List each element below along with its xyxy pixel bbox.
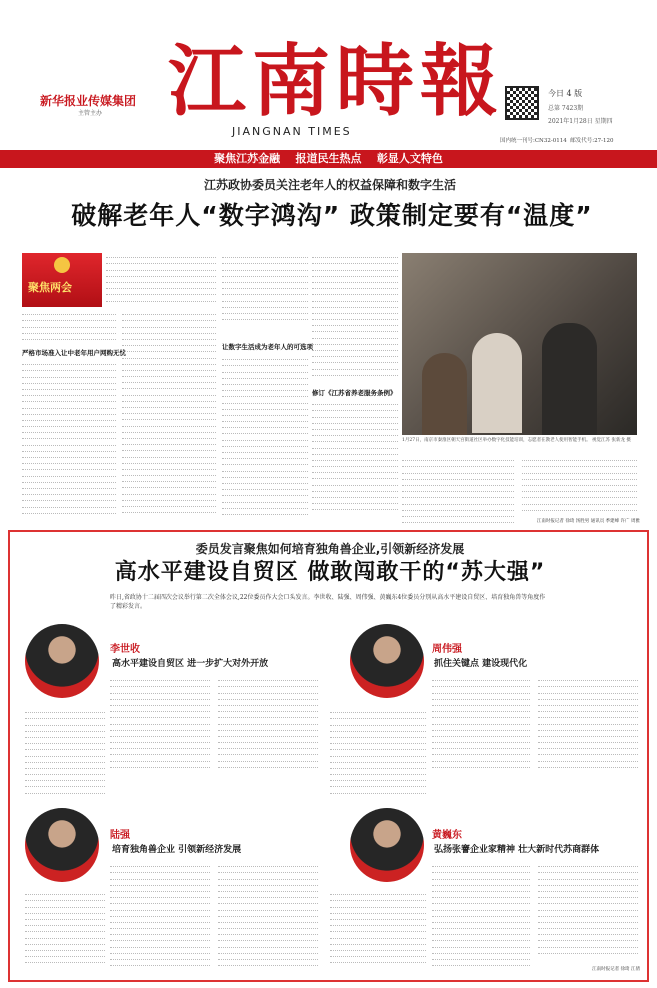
story2-lead: 昨日,省政协十二届四次会议举行第二次全体会议,22位委员作大会口头发言。李世收、陆强、周伟强、黄巍东4位委员分别从高水平建设自贸区、培育独角兽等角度作了精彩发言。 (110, 594, 546, 610)
banner-text: 聚焦两会 (28, 281, 72, 294)
slogan-bar: 聚焦江苏金融 报道民生热点 彰显人文特色 (0, 150, 657, 168)
speaker-body (538, 676, 638, 772)
story1-col1-top (106, 253, 216, 307)
person-figure (422, 353, 467, 435)
speaker-name: 黄巍东 (432, 830, 462, 841)
speaker-body (432, 862, 530, 972)
story1-col3-top (222, 253, 308, 325)
story1-photo-caption: 1月27日，南京市秦淮区朝天宫街道社区举办数字化技能培训，志愿者在教老人使用智能手机。 视觉江苏 张新龙 摄 (402, 438, 631, 443)
story2-kicker: 委员发言聚焦如何培育独角兽企业,引领新经济发展 (195, 542, 465, 556)
speaker-body (330, 890, 426, 972)
story1-kicker: 江苏政协委员关注老年人的权益保障和数字生活 (203, 178, 456, 192)
speaker-portrait (350, 624, 424, 698)
speaker-topic: 高水平建设自贸区 进一步扩大对外开放 (112, 659, 269, 669)
story1-col1-b (22, 360, 116, 520)
story1-subhead-1: 严格市场准入让中老年用户网购无忧 (22, 349, 126, 357)
story1-col6 (522, 456, 637, 516)
qr-code-icon (505, 86, 539, 120)
story1-photo (402, 253, 637, 435)
story1-col3 (222, 355, 308, 520)
edition: 今日 4 版 (548, 89, 583, 98)
edition-no: 总第 7423期 (548, 105, 584, 112)
speaker-body (110, 862, 210, 972)
speaker-portrait (25, 624, 99, 698)
story1-subhead-2: 让数字生活成为老年人的可选项 (222, 343, 313, 351)
story1-subhead-3: 修订《江苏省养老服务条例》 (312, 389, 397, 397)
edition-box (548, 88, 648, 125)
speaker-body (25, 708, 105, 800)
story2-headline: 高水平建设自贸区 做敢闯敢干的“苏大强” (114, 560, 546, 585)
story1-col1 (22, 310, 116, 346)
speaker-body (432, 676, 530, 772)
speaker-body (538, 862, 638, 962)
speaker-name: 周伟强 (432, 644, 462, 655)
speaker-name: 李世收 (110, 644, 140, 655)
story1-col4-b (312, 400, 398, 520)
speaker-body (218, 862, 318, 972)
speaker-body (110, 676, 210, 772)
masthead-pinyin: JIANGNAN TIMES (232, 125, 352, 138)
emblem-icon (54, 257, 70, 273)
story1-col4 (312, 253, 398, 383)
masthead-title: 江南時報 (168, 36, 505, 127)
two-sessions-banner (22, 253, 102, 307)
speaker-portrait (350, 808, 424, 882)
speaker-topic: 培育独角兽企业 引领新经济发展 (112, 845, 242, 855)
speaker-topic: 抓住关键点 建设现代化 (434, 659, 528, 669)
group-logo: 新华报业传媒集团 (40, 94, 137, 108)
date: 2021年1月28日 星期四 (548, 118, 613, 125)
publication-ids: 国内统一刊号:CN32-0114 邮发代号:27-120 (500, 138, 614, 144)
speaker-body (330, 708, 426, 800)
story2-byline: 江南时报记者 徐琦 江倩 (592, 967, 640, 972)
story1-byline: 江南时报记者 徐琦 汤胜男 通讯员 季建峰 许广 周雅 (536, 519, 640, 524)
speaker-body (25, 890, 105, 972)
masthead (0, 0, 657, 150)
story1-headline: 破解老年人“数字鸿沟” 政策制定要有“温度” (71, 201, 593, 230)
person-figure (542, 323, 597, 435)
group-sub: 主管主办 (78, 110, 103, 117)
speaker-name: 陆强 (110, 830, 130, 841)
story1-col2 (122, 310, 216, 520)
person-figure (472, 333, 522, 433)
speaker-portrait (25, 808, 99, 882)
story1-col5 (402, 456, 514, 526)
speaker-topic: 弘扬张謇企业家精神 壮大新时代苏商群体 (434, 845, 600, 855)
speaker-body (218, 676, 318, 772)
